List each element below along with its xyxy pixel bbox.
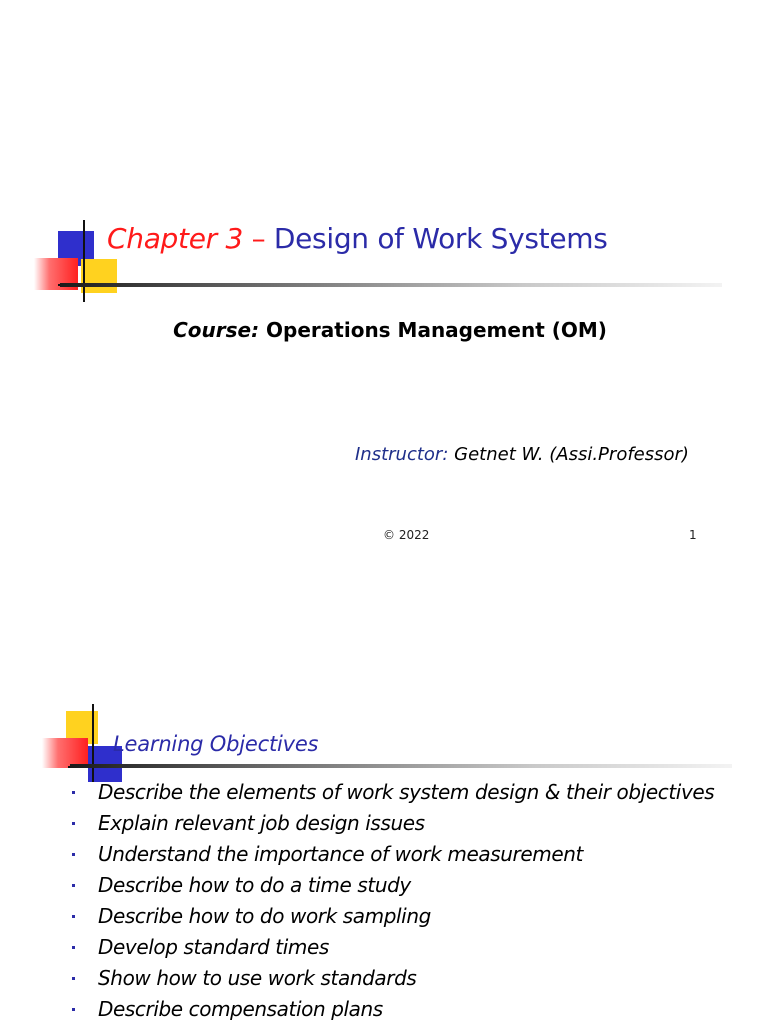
instructor-name: Getnet W. (Assi.Professor) bbox=[448, 444, 689, 465]
list-item bbox=[0, 901, 768, 932]
page-number: 1 bbox=[689, 528, 697, 542]
list-item bbox=[0, 932, 768, 963]
list-item bbox=[0, 963, 768, 994]
bullet-icon bbox=[72, 1008, 75, 1011]
slide-title bbox=[107, 222, 608, 255]
list-item bbox=[0, 839, 768, 870]
objective-text: Develop standard times bbox=[98, 935, 329, 959]
instructor-label: Instructor: bbox=[355, 444, 449, 465]
copyright-text: © 2022 bbox=[383, 528, 430, 542]
learning-objectives-title: Learning Objectives bbox=[113, 732, 319, 756]
course-label: Course: bbox=[173, 318, 260, 342]
objective-text: Show how to use work standards bbox=[98, 966, 417, 990]
objective-text: Explain relevant job design issues bbox=[98, 811, 425, 835]
title-dash: – bbox=[242, 222, 274, 255]
list-item bbox=[0, 994, 768, 1024]
bullet-icon bbox=[72, 977, 75, 980]
logo-vertical-line bbox=[92, 704, 94, 782]
bullet-icon bbox=[72, 946, 75, 949]
course-value: Operations Management (OM) bbox=[259, 318, 607, 342]
list-item bbox=[0, 870, 768, 901]
title-topic: Design of Work Systems bbox=[273, 222, 608, 255]
objective-text: Describe compensation plans bbox=[98, 997, 383, 1021]
bullet-icon bbox=[72, 822, 75, 825]
title-divider bbox=[60, 283, 722, 287]
instructor-line bbox=[355, 444, 689, 465]
objective-text: Describe the elements of work system design & their objectives bbox=[98, 780, 715, 804]
objectives-list bbox=[0, 777, 768, 1024]
bullet-icon bbox=[72, 884, 75, 887]
course-line bbox=[0, 318, 768, 342]
list-item bbox=[0, 777, 768, 808]
objective-text: Understand the importance of work measurement bbox=[98, 842, 583, 866]
bullet-icon bbox=[72, 791, 75, 794]
logo-vertical-line bbox=[83, 220, 85, 302]
logo-yellow-square bbox=[81, 259, 117, 293]
bullet-icon bbox=[72, 853, 75, 856]
title-chapter: Chapter 3 bbox=[107, 222, 243, 255]
objective-text: Describe how to do work sampling bbox=[98, 904, 431, 928]
objective-text: Describe how to do a time study bbox=[98, 873, 411, 897]
bullet-icon bbox=[72, 915, 75, 918]
title-divider bbox=[70, 764, 732, 768]
list-item bbox=[0, 808, 768, 839]
